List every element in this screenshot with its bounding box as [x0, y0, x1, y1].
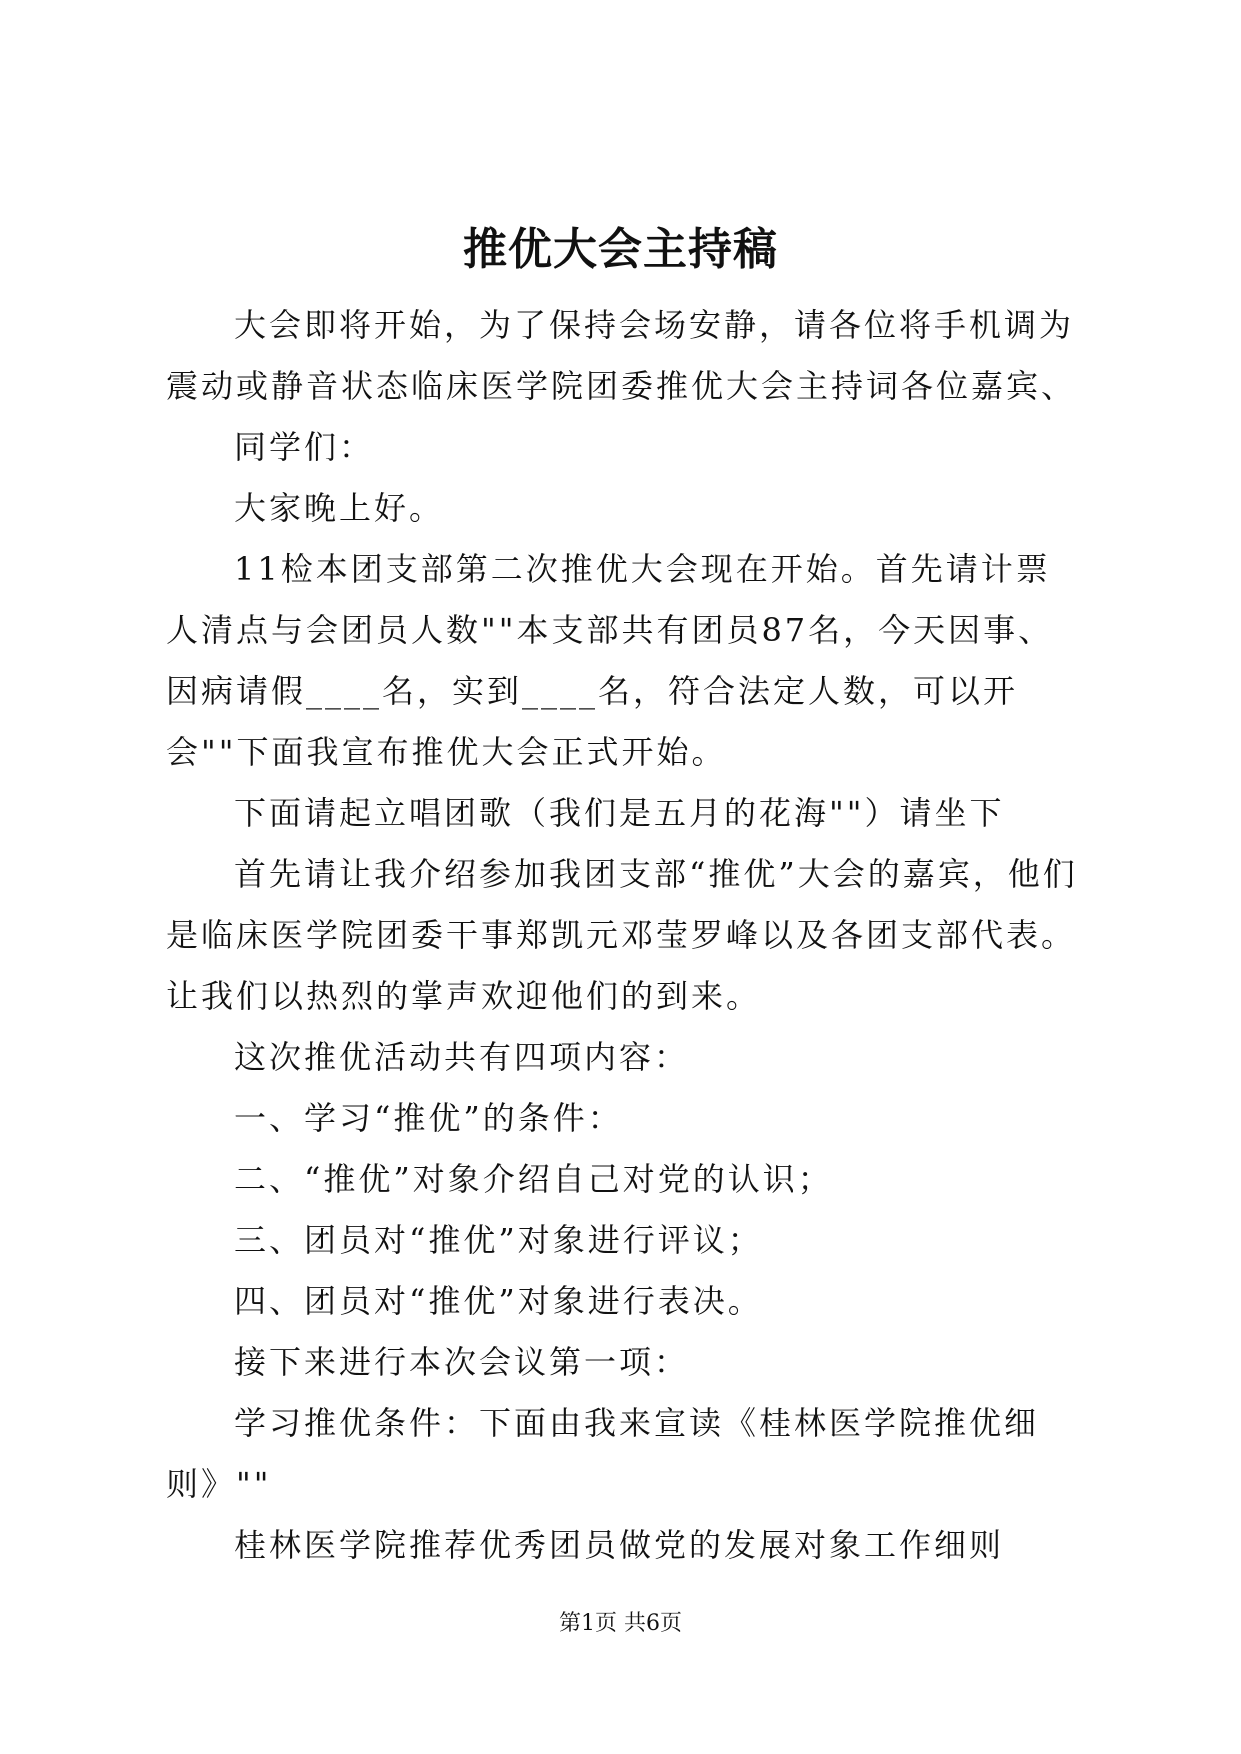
paragraph: 大家晚上好。: [234, 489, 445, 527]
paragraph: 同学们：: [234, 428, 375, 466]
list-item: 一、学习“推优”的条件：: [234, 1099, 623, 1137]
paragraph: 接下来进行本次会议第一项：: [234, 1343, 690, 1381]
list-item: 二、“推优”对象介绍自己对党的认识；: [234, 1160, 833, 1198]
paragraph: 学习推优条件：下面由我来宣读《桂林医学院推优细则》"": [166, 1404, 1040, 1503]
page-number-footer: 第1页 共6页: [559, 1611, 682, 1636]
paragraph: 下面请起立唱团歌（我们是五月的花海""）请坐下: [234, 794, 1005, 832]
list-item: 四、团员对“推优”对象进行表决。: [234, 1282, 763, 1320]
paragraph: 11检本团支部第二次推优大会现在开始。首先请计票人清点与会团员人数""本支部共有团员87名，今天因事、因病请假____名，实到____名，符合法定人数，可以开会""下面我宣布推优大会正式开始。: [166, 550, 1054, 771]
document-title: 推优大会主持稿: [463, 224, 778, 275]
document-body: [166, 295, 1084, 1576]
paragraph: 大会即将开始，为了保持会场安静，请各位将手机调为震动或静音状态临床医学院团委推优大会主持词各位嘉宾、: [166, 306, 1077, 405]
paragraph: 首先请让我介绍参加我团支部“推优”大会的嘉宾，他们是临床医学院团委干事郑凯元邓莹罗峰以及各团支部代表。让我们以热烈的掌声欢迎他们的到来。: [166, 855, 1078, 1015]
list-item: 三、团员对“推优”对象进行评议；: [234, 1221, 763, 1259]
paragraph: 这次推优活动共有四项内容：: [234, 1038, 690, 1076]
paragraph: 桂林医学院推荐优秀团员做党的发展对象工作细则: [234, 1526, 1005, 1564]
